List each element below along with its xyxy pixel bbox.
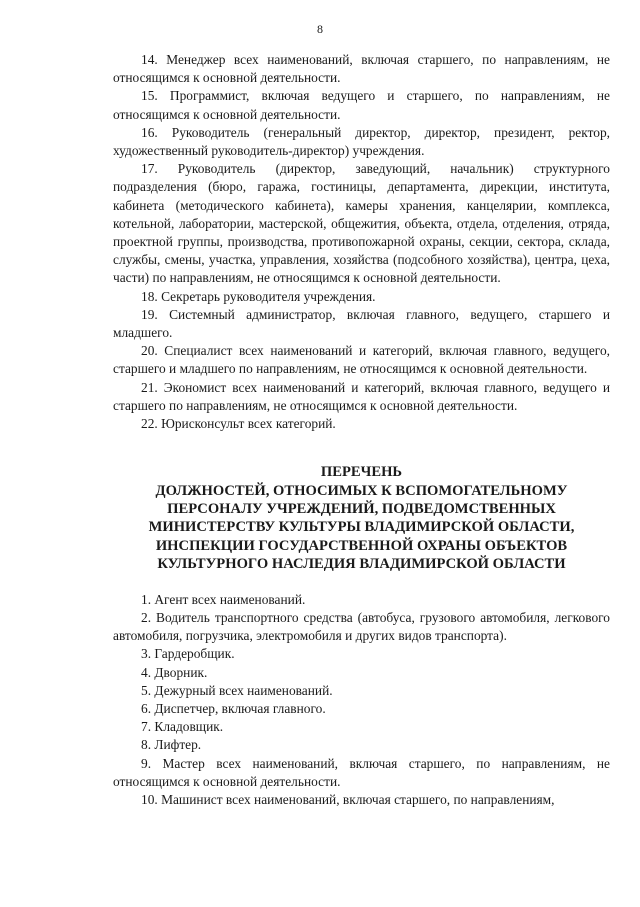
heading-line: ИНСПЕКЦИИ ГОСУДАРСТВЕННОЙ ОХРАНЫ ОБЪЕКТОВ [155, 537, 568, 554]
list-item: 8. Лифтер. [141, 737, 202, 753]
heading-line: ПЕРСОНАЛУ УЧРЕЖДЕНИЙ, ПОДВЕДОМСТВЕННЫХ [167, 501, 556, 518]
list-item: 1. Агент всех наименований. [141, 591, 306, 607]
heading-line: ДОЛЖНОСТЕЙ, ОТНОСИМЫХ К ВСПОМОГАТЕЛЬНОМУ [155, 482, 568, 499]
page-number: 8 [317, 22, 323, 36]
list-item: 20. Специалист всех наименований и категорий, включая главного, ведущего, старшего и младшего по направлениям, не относящимся к основной деятельности. [113, 343, 610, 377]
list-item: 19. Системный администратор, включая главного, ведущего, старшего и младшего. [113, 306, 610, 341]
positions-list-continued [113, 51, 610, 433]
list-item: 14. Менеджер всех наименований, включая старшего, по направлениям, не относящимся к основной деятельности. [113, 52, 610, 86]
list-item: 16. Руководитель (генеральный директор, директор, президент, ректор, художественный руководитель-директор) учреждения. [113, 124, 610, 159]
heading-line: МИНИСТЕРСТВУ КУЛЬТУРЫ ВЛАДИМИРСКОЙ ОБЛАСТИ, [148, 519, 575, 536]
list-item: 22. Юрисконсульт всех категорий. [141, 416, 336, 432]
list-item: 4. Дворник. [141, 664, 208, 680]
section-heading [113, 463, 610, 573]
list-item: 9. Мастер всех наименований, включая старшего, по направлениям, не относящимся к основной деятельности. [113, 755, 610, 789]
list-item: 18. Секретарь руководителя учреждения. [141, 288, 376, 304]
auxiliary-staff-list [113, 591, 610, 809]
list-item: 10. Машинист всех наименований, включая старшего, по направлениям, [141, 791, 555, 807]
document-body [113, 51, 610, 809]
list-item: 2. Водитель транспортного средства (автобуса, грузового автомобиля, легкового автомобиля, погрузчика, электромобиля и других видов транспорта). [113, 609, 610, 644]
list-item: 3. Гардеробщик. [141, 646, 235, 662]
list-item: 21. Экономист всех наименований и категорий, включая главного, ведущего и старшего по направлениям, не относящимся к основной деятельности. [113, 379, 610, 413]
heading-line: КУЛЬТУРНОГО НАСЛЕДИЯ ВЛАДИМИРСКОЙ ОБЛАСТИ [157, 556, 566, 573]
list-item: 15. Программист, включая ведущего и старшего, по направлениям, не относящимся к основной деятельности. [113, 88, 610, 122]
list-item: 7. Кладовщик. [141, 719, 224, 735]
list-item: 5. Дежурный всех наименований. [141, 682, 333, 698]
list-item: 6. Диспетчер, включая главного. [141, 700, 326, 716]
list-item: 17. Руководитель (директор, заведующий, начальник) структурного подразделения (бюро, гаража, гостиницы, департамента, дирекции, института, кабинета (методического кабинета), камеры хранения, канцелярии, комплекса, котельной, лаборатории, мастерской, общежития, объекта, отдела, отделения, отряда, проектной группы, производства, противопожарной охраны, секции, сектора, склада, службы, смены, участка, управления, хозяйства (подсобного хозяйства), центра, цеха, части) по направлениям, не относящимся к основной деятельности. [113, 161, 610, 286]
heading-line: ПЕРЕЧЕНЬ [320, 464, 403, 481]
